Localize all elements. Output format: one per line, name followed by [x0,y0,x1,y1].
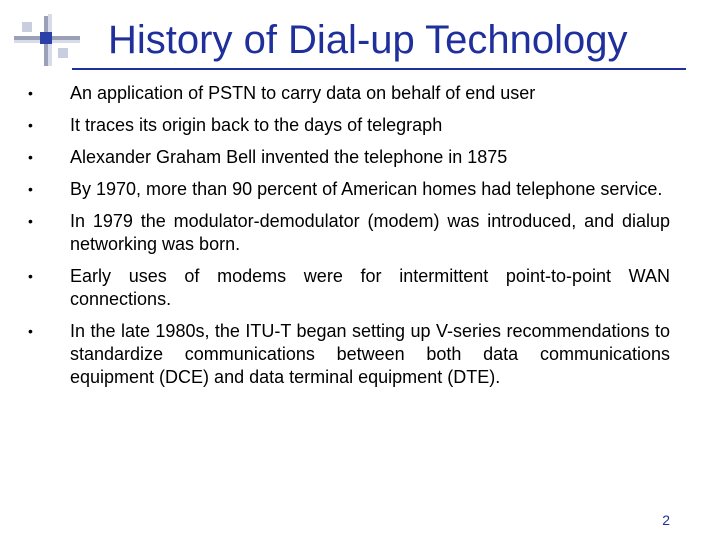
bullet-marker: • [28,268,33,284]
bullet-marker: • [28,213,33,229]
cross-logo-icon [14,14,80,66]
bullet-item [22,320,670,389]
bullet-item [22,265,670,311]
bullet-marker: • [28,117,33,133]
slide-title: History of Dial-up Technology [108,18,628,62]
bullet-text: Alexander Graham Bell invented the telephone in 1875 [70,147,508,167]
page-number: 2 [662,512,670,528]
bullet-item [22,146,670,169]
bullet-text: It traces its origin back to the days of telegraph [70,115,443,135]
bullet-text: An application of PSTN to carry data on behalf of end user [70,83,536,103]
bullet-item [22,178,670,201]
bullet-marker: • [28,181,33,197]
bullet-text: Early uses of modems were for intermittent point-to-point WAN connections. [70,266,670,309]
bullet-marker: • [28,149,33,165]
bullet-text: By 1970, more than 90 percent of American homes had telephone service. [70,179,663,199]
bullet-list [22,82,670,398]
bullet-marker: • [28,323,33,339]
bullet-text: In 1979 the modulator-demodulator (modem) was introduced, and dialup networking was born. [70,211,670,254]
bullet-item [22,114,670,137]
bullet-marker: • [28,85,33,101]
title-divider [72,68,686,70]
bullet-item [22,210,670,256]
bullet-item [22,82,670,105]
bullet-text: In the late 1980s, the ITU-T began setting up V-series recommendations to standardize communications between both data communications equipment (DCE) and data terminal equipment (DTE). [70,321,670,387]
